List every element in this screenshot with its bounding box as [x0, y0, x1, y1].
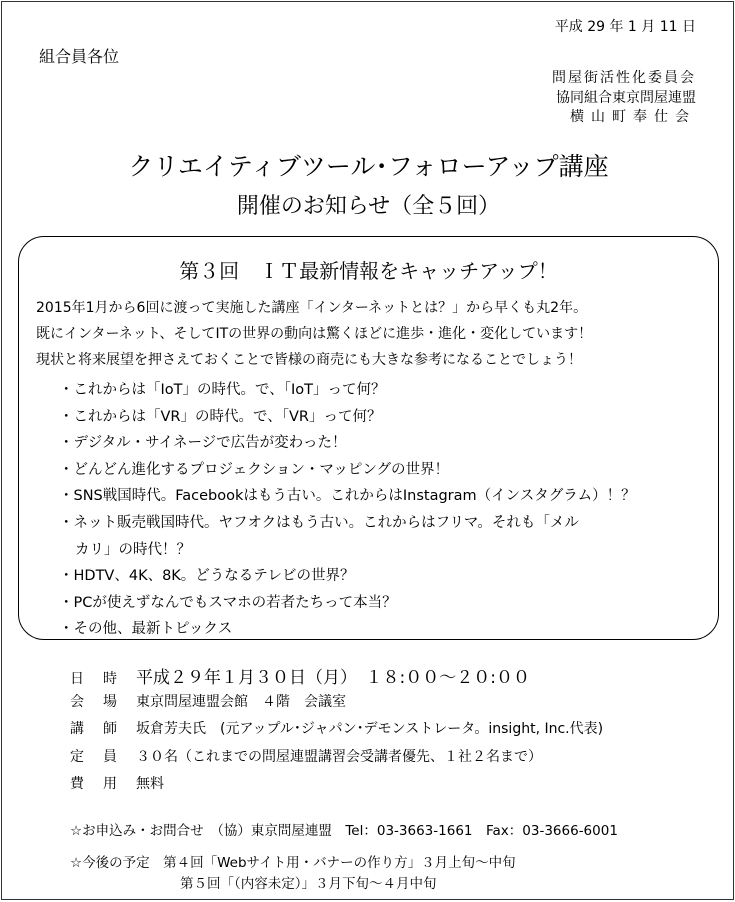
detail-value: ３０名（これまでの問屋連盟講習会受講者優先、１社２名まで）: [136, 748, 542, 765]
detail-label: 費 用: [70, 776, 117, 792]
detail-value: 坂倉芳夫氏 (元アップル･ジャパン･デモンストレータ。insight, Inc.代表): [136, 721, 604, 737]
issue-date: 平成 29 年 1 月 11 日: [554, 19, 696, 35]
sub-title: 開催のお知らせ（全５回）: [236, 194, 501, 219]
schedule-line: ☆今後の予定 第４回「Webサイト用・バナーの作り方」３月上旬～中旬: [70, 855, 516, 871]
intro-line: 既にインターネット、そしてITの世界の動向は驚くほどに進歩・進化・変化しています！: [36, 326, 593, 342]
intro-line: 2015年1月から6回に渡って実施した講座「インターネットとは？」から早くも丸2年。: [36, 300, 588, 316]
topic-list: [59, 377, 636, 643]
detail-label: 講 師: [70, 721, 117, 737]
detail-value: 東京問屋連盟会館 ４階 会議室: [136, 693, 346, 710]
topic-text: ・ネット販売戦国時代。ヤフオクはもう古い。これからはフリマ。それも「メル: [59, 514, 579, 531]
topic-text-continued: カリ」の時代！？: [75, 541, 191, 558]
topic-item: ・HDTV、4K、8K。どうなるテレビの世界？: [59, 568, 355, 585]
detail-label: 定 員: [70, 748, 117, 765]
schedule-line: 第５回「（内容未定）」３月下旬～４月中旬: [180, 876, 437, 892]
notice-page: [1, 1, 734, 900]
addressee: 組合員各位: [39, 47, 120, 66]
session-box: [18, 236, 719, 640]
intro-paragraph: [36, 295, 592, 373]
topic-item: ・これからは「IoT」の時代。で、「IoT」って何？: [59, 382, 386, 398]
detail-value: 無料: [136, 776, 164, 792]
detail-row-fee: [70, 773, 603, 801]
intro-line: 現状と将来展望を押さえておくことで皆様の商売にも大きな参考になることでしょう！: [36, 352, 582, 368]
future-schedule: [70, 853, 516, 895]
event-details: [70, 663, 603, 801]
detail-row-capacity: [70, 746, 603, 774]
topic-item: ・その他、最新トピックス: [59, 621, 233, 638]
detail-row-lecturer: [70, 718, 603, 746]
topic-item: ・SNS戦国時代。Facebookはもう古い。これからはInstagram（インスタグラム）！？: [59, 488, 636, 505]
detail-label: 会 場: [70, 693, 117, 710]
session-heading: 第３回 ＩＴ最新情報をキャッチアップ！: [179, 259, 558, 283]
sender-line: 横山町奉仕会: [570, 109, 696, 125]
sender-block: [552, 69, 696, 128]
topic-item: ・デジタル・サイネージで広告が変わった！: [59, 435, 347, 452]
topic-item: ・どんどん進化するプロジェクション・マッピングの世界！: [59, 461, 450, 478]
contact-info: ☆お申込み・お問合せ （協）東京問屋連盟 Tel：03-3663-1661 Fax：03-3666-6001: [70, 823, 618, 839]
topic-item: ・PCが使えずなんでもスマホの若者たちって本当？: [59, 594, 397, 611]
topic-item: ・これからは「VR」の時代。で、「VR」って何？: [59, 408, 382, 425]
detail-row-venue: [70, 691, 603, 719]
sender-line: 協同組合東京問屋連盟: [556, 89, 696, 106]
main-title: クリエイティブツール･フォローアップ講座: [128, 152, 609, 181]
detail-row-datetime: [70, 663, 603, 691]
detail-value: 平成２９年１月３０日（月） １８:００～２０:００: [136, 668, 530, 688]
detail-label: 日 時: [70, 671, 117, 687]
topic-item: [59, 510, 636, 563]
sender-line: 問屋街活性化委員会: [552, 70, 696, 86]
